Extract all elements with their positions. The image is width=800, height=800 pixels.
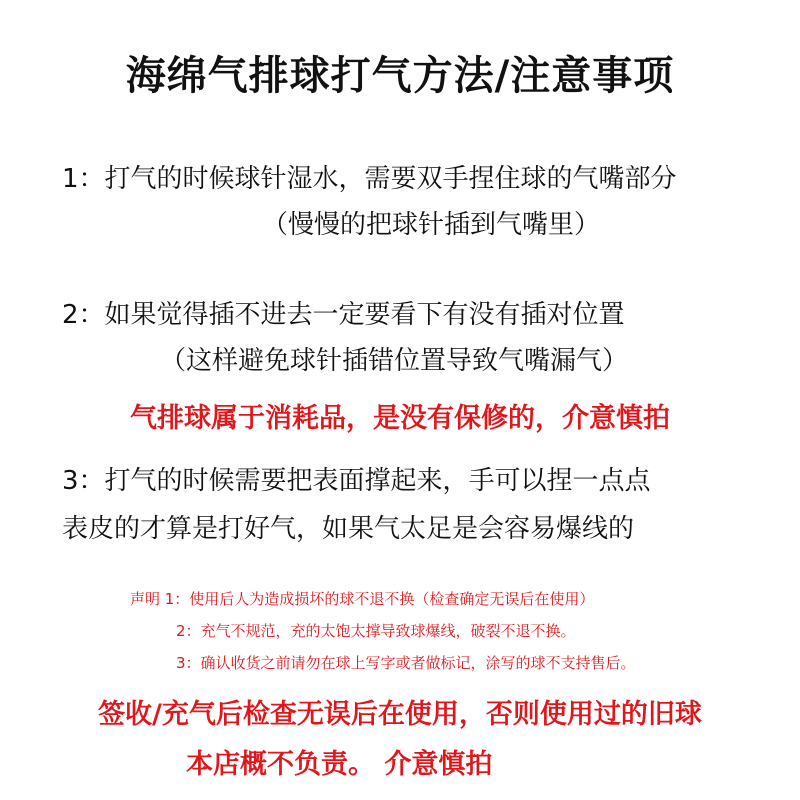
step-1-line-2: （慢慢的把球针插到气嘴里） xyxy=(262,210,601,240)
statement-item-3: 3：确认收货之前请勿在球上写字或者做标记，涂写的球不支持售后。 xyxy=(176,654,636,672)
footer-line-2: 本店概不负责。 介意慎拍 xyxy=(186,749,493,780)
step-3-line-1: 3：打气的时候需要把表面撑起来，手可以捏一点点 xyxy=(62,466,651,496)
step-3-line-2: 表皮的才算是打好气，如果气太足是会容易爆线的 xyxy=(62,514,635,544)
statement-item-2: 2：充气不规范，充的太饱太撑导致球爆线，破裂不退不换。 xyxy=(176,622,576,640)
page-title: 海绵气排球打气方法/注意事项 xyxy=(125,53,675,99)
step-1-line-1: 1：打气的时候球针湿水，需要双手捏住球的气嘴部分 xyxy=(62,164,677,194)
footer-line-1: 签收/充气后检查无误后在使用，否则使用过的旧球 xyxy=(98,699,702,730)
statement-item-1: 声明 1：使用后人为造成损坏的球不退不换（检查确定无误后在使用） xyxy=(130,590,595,608)
step-2-line-2: （这样避免球针插错位置导致气嘴漏气） xyxy=(160,346,629,376)
warning-text: 气排球属于消耗品，是没有保修的，介意慎拍 xyxy=(130,403,670,434)
step-2-line-1: 2：如果觉得插不进去一定要看下有没有插对位置 xyxy=(62,300,625,330)
